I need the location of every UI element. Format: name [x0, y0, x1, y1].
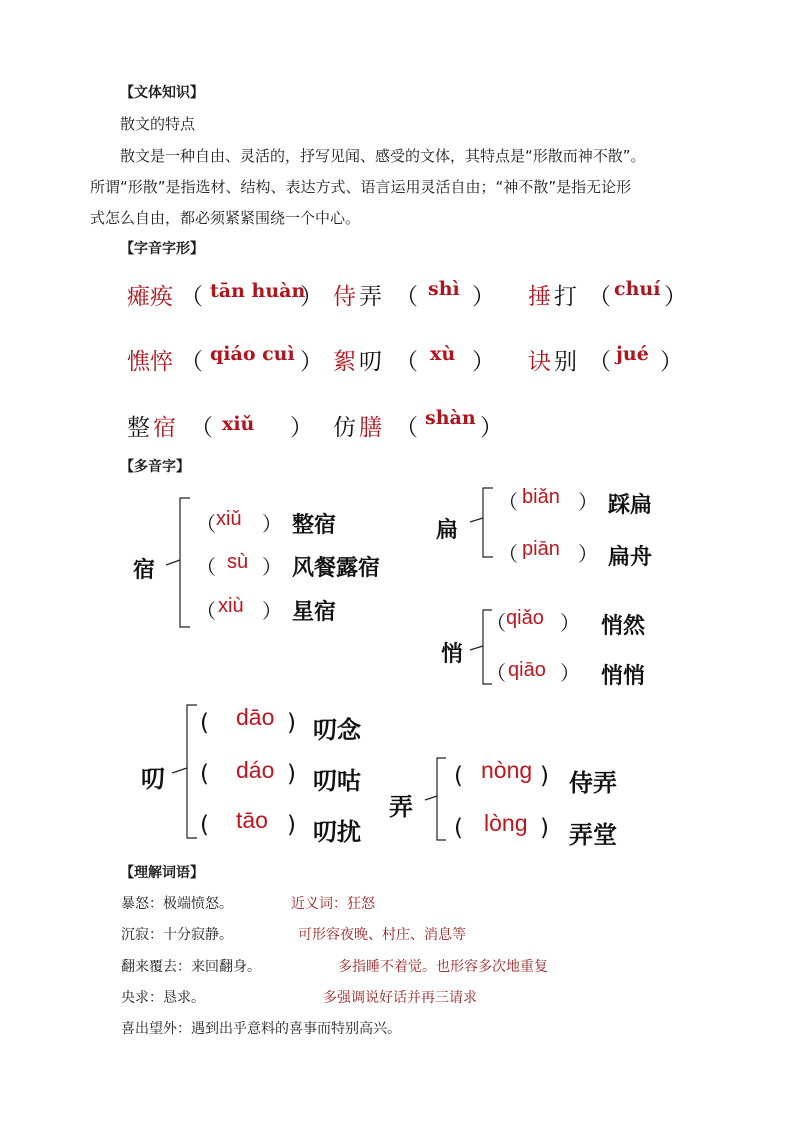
paren-close: ） [578, 542, 598, 566]
paren-close: ） [664, 284, 687, 310]
word-char-black: 弄 [359, 284, 382, 310]
word-char-red: 诀 [528, 349, 551, 375]
vocab-note: 多强调说好话并再三请求 [323, 990, 477, 1006]
polyphone-word: 扁舟 [608, 545, 653, 570]
genre-paragraph-line-2: 所谓“形散”是指选材、结构、表达方式、语言运用灵活自由；“神不散”是指无论形 [90, 178, 632, 196]
word-char-black: 打 [554, 284, 577, 310]
vocab-term: 翻来覆去：来回翻身。 [121, 959, 261, 975]
paren-open: （ [180, 349, 203, 375]
vocab-term: 暴怒：极端愤怒。 [121, 896, 233, 912]
word-char: 瘫痪 [127, 284, 173, 310]
paren-close: ） [578, 490, 598, 514]
polyphone-char: 弄 [389, 793, 413, 821]
paren-close: ） [472, 284, 495, 310]
paren-open: ( [200, 710, 209, 736]
vocab-term: 央求：恳求。 [121, 990, 205, 1006]
pinyin-answer: qiāo [508, 659, 546, 681]
paren-open: （ [395, 415, 418, 441]
polyphone-word: 叨念 [313, 716, 361, 744]
paren-open: （ [395, 284, 418, 310]
vocab-note: 多指睡不着觉。也形容多次地重复 [338, 959, 548, 975]
paren-open: （ [498, 542, 518, 566]
polyphone-word: 悄悄 [601, 664, 646, 689]
paren-open: （ [498, 490, 518, 514]
paren-open: ( [200, 761, 209, 787]
paren-open: （ [486, 611, 506, 635]
vocab-note: 可形容夜晚、村庄、消息等 [298, 927, 466, 943]
genre-subtitle: 散文的特点 [120, 115, 196, 133]
word-char-black: 仿 [333, 415, 356, 441]
pinyin-answer: lòng [484, 810, 528, 836]
paren-close: ） [262, 599, 282, 623]
polyphone-char: 扁 [436, 518, 459, 543]
paren-close: ) [540, 763, 549, 789]
section-title-polyphone: 【多音字】 [120, 459, 190, 475]
pinyin-answer: xù [430, 343, 456, 365]
pinyin-answer: piān [522, 538, 560, 560]
word-char-black: 叨 [359, 349, 382, 375]
vocab-term: 喜出望外：遇到出乎意料的喜事而特别高兴。 [121, 1021, 401, 1037]
pinyin-answer: chuí [614, 278, 661, 300]
polyphone-word: 侍弄 [569, 769, 617, 797]
polyphone-word: 悄然 [601, 614, 646, 639]
genre-paragraph-line-3: 式怎么自由，都必须紧紧围绕一个中心。 [90, 209, 361, 227]
polyphone-char: 悄 [441, 642, 464, 667]
polyphone-word: 弄堂 [569, 821, 617, 849]
pinyin-answer: qiǎo [506, 607, 544, 629]
paren-close: ） [262, 512, 282, 536]
pinyin-answer: xiǔ [222, 413, 255, 435]
pinyin-answer: tān huàn [210, 280, 306, 302]
section-title-vocab: 【理解词语】 [120, 865, 204, 881]
paren-close: ) [287, 761, 296, 787]
polyphone-char: 宿 [133, 558, 156, 583]
word-char-black: 整 [127, 415, 150, 441]
polyphone-word: 叨咕 [313, 767, 361, 795]
polyphone-word: 整宿 [292, 513, 337, 538]
pinyin-answer: jué [616, 343, 649, 365]
paren-open: （ [196, 512, 216, 536]
paren-open: （ [588, 284, 611, 310]
paren-close: ） [472, 349, 495, 375]
pinyin-answer: nòng [481, 757, 533, 783]
vocab-note: 近义词：狂怒 [291, 896, 375, 912]
genre-paragraph-line-1: 散文是一种自由、灵活的，抒写见闻、感受的文体，其特点是“形散而神不散”。 [120, 147, 646, 165]
pinyin-answer: shì [428, 278, 460, 300]
paren-open: ( [454, 815, 463, 841]
paren-close: ） [262, 555, 282, 579]
paren-close: ) [540, 815, 549, 841]
paren-close: ） [290, 415, 313, 441]
polyphone-word: 风餐露宿 [292, 556, 381, 581]
word-char: 憔悴 [127, 349, 173, 375]
paren-open: （ [180, 284, 203, 310]
word-char-red: 宿 [153, 415, 176, 441]
paren-close: ） [480, 415, 503, 441]
word-char-red: 侍 [333, 284, 356, 310]
paren-close: ） [560, 611, 580, 635]
word-char-red: 捶 [528, 284, 551, 310]
pinyin-answer: qiáo cuì [210, 343, 295, 365]
pinyin-answer: xiù [218, 595, 244, 617]
paren-open: ( [200, 812, 209, 838]
paren-close: ） [300, 349, 323, 375]
paren-close: ) [287, 812, 296, 838]
polyphone-word: 踩扁 [608, 493, 653, 518]
word-char-black: 别 [554, 349, 577, 375]
pinyin-answer: dāo [236, 704, 275, 730]
pinyin-answer: biǎn [522, 486, 560, 508]
word-char-red: 絮 [333, 349, 356, 375]
pinyin-answer: sù [227, 551, 249, 573]
paren-open: （ [588, 349, 611, 375]
vocab-term: 沉寂：十分寂静。 [121, 927, 233, 943]
paren-open: （ [190, 415, 213, 441]
polyphone-char: 叨 [141, 765, 165, 793]
paren-open: （ [196, 599, 216, 623]
paren-close: ） [300, 284, 323, 310]
pinyin-answer: dáo [236, 757, 275, 783]
paren-open: ( [454, 763, 463, 789]
pinyin-answer: shàn [425, 407, 476, 429]
paren-close: ) [287, 710, 296, 736]
section-title-genre: 【文体知识】 [120, 85, 204, 101]
paren-open: （ [196, 555, 216, 579]
section-title-pronunciation: 【字音字形】 [120, 241, 204, 257]
paren-open: （ [395, 349, 418, 375]
paren-open: （ [486, 661, 506, 685]
polyphone-word: 星宿 [292, 600, 337, 625]
pinyin-answer: tāo [236, 807, 268, 833]
polyphone-word: 叨扰 [313, 818, 361, 846]
paren-close: ） [560, 661, 580, 685]
pinyin-answer: xiǔ [216, 508, 242, 530]
paren-close: ） [660, 349, 683, 375]
word-char-red: 膳 [359, 415, 382, 441]
